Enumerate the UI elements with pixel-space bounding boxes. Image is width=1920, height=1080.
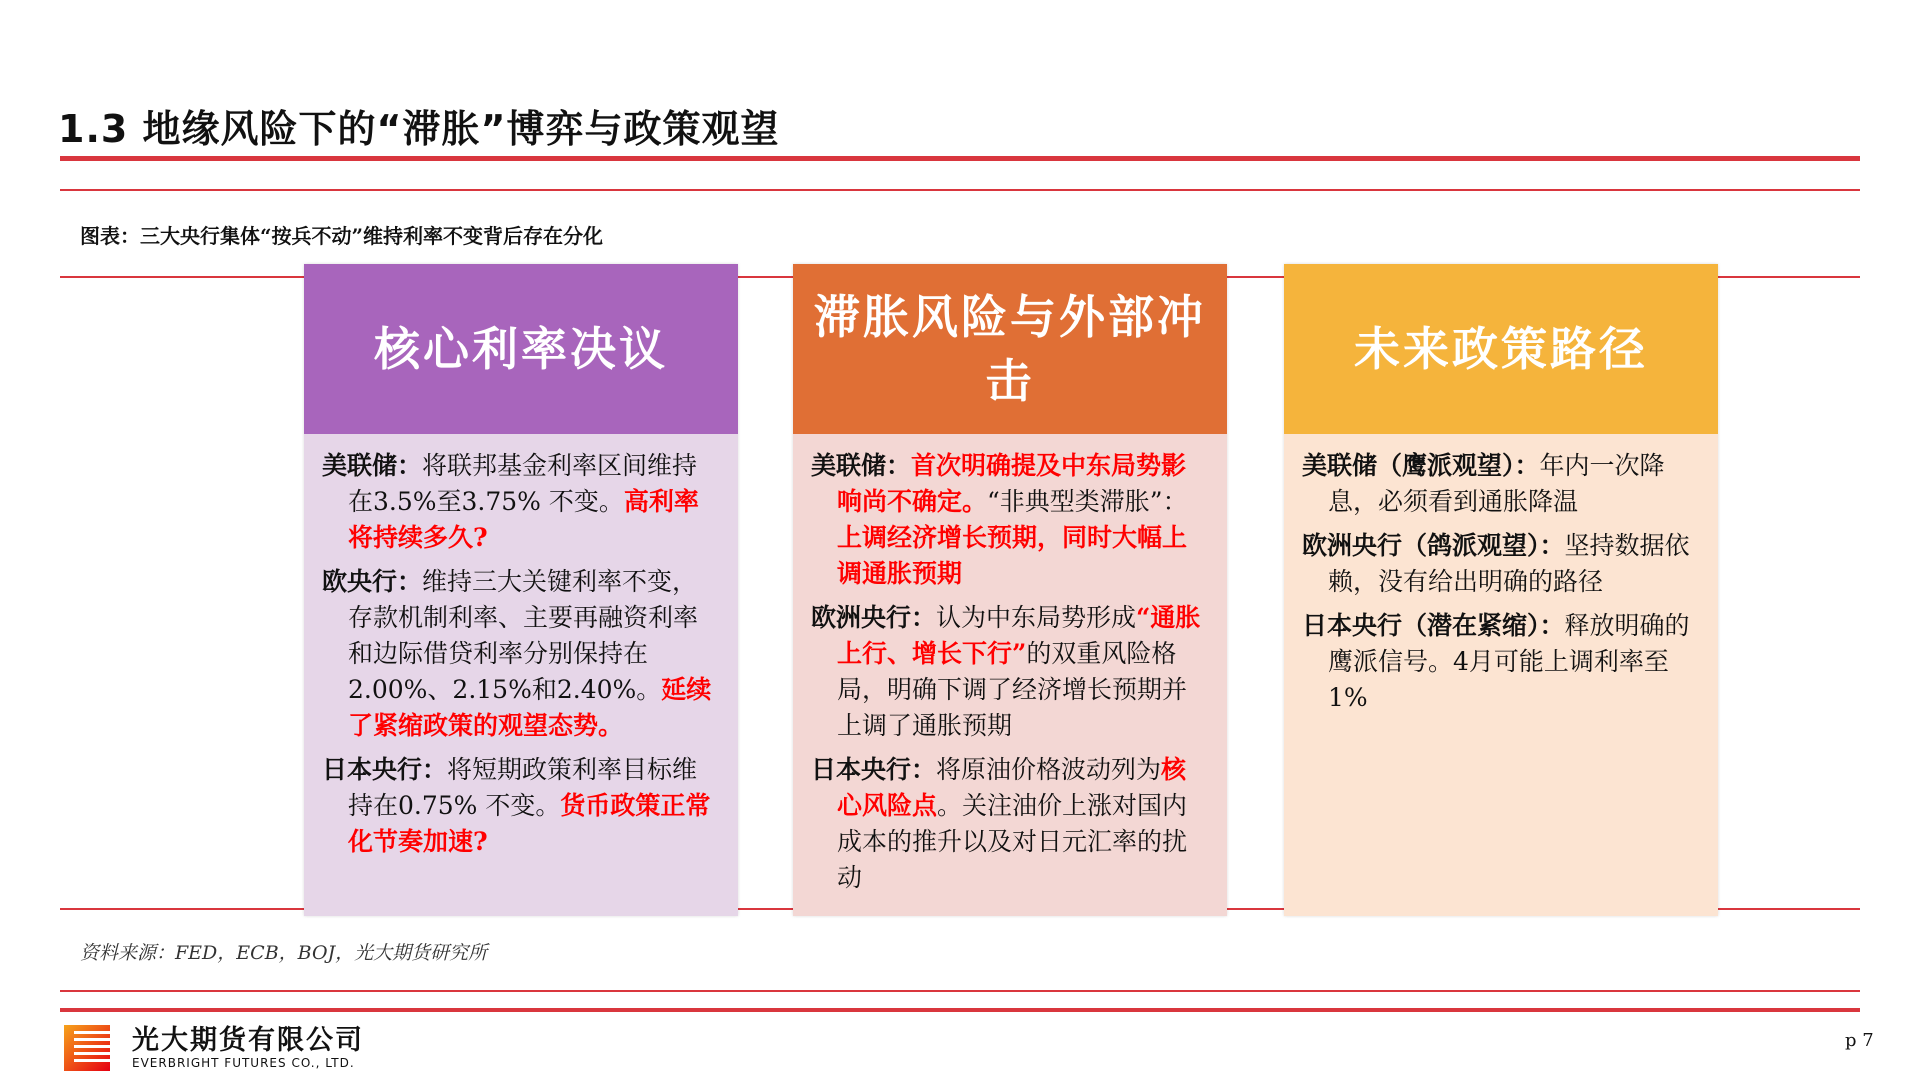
highlight-text: 首次明确提及中东局势影响尚不确定。 bbox=[837, 451, 1187, 516]
highlight-text: 延续了紧缩政策的观望态势。 bbox=[348, 675, 712, 740]
logo-mark-icon bbox=[64, 1025, 110, 1071]
card-paragraph bbox=[1302, 608, 1700, 716]
body-text: 将联邦基金利率区间维持在3.5%至3.75% 不变。 bbox=[348, 451, 698, 516]
bank-label: 欧洲央行（鸽派观望）： bbox=[1302, 531, 1565, 560]
bank-label: 美联储： bbox=[811, 451, 912, 480]
card-paragraph bbox=[322, 564, 720, 744]
card-body bbox=[793, 434, 1227, 916]
title-underline-thick bbox=[60, 156, 1860, 161]
card-title: 滞胀风险与外部冲击 bbox=[793, 264, 1227, 434]
bank-label: 日本央行（潜在紧缩）： bbox=[1302, 611, 1565, 640]
body-text: “非典型类滞胀”： bbox=[987, 487, 1188, 516]
bank-label: 日本央行： bbox=[322, 755, 448, 784]
card-body bbox=[1284, 434, 1718, 916]
highlight-text: 货币政策正常化节奏加速? bbox=[348, 791, 711, 856]
body-text: 。关注油价上涨对国内成本的推升以及对日元汇率的扰动 bbox=[837, 791, 1188, 892]
card-1 bbox=[304, 264, 738, 916]
card-paragraph bbox=[811, 752, 1209, 896]
company-logo bbox=[64, 1025, 364, 1071]
bank-label: 日本央行： bbox=[811, 755, 937, 784]
divider bbox=[60, 990, 1860, 992]
card-title: 未来政策路径 bbox=[1284, 264, 1718, 434]
highlight-text: 核心风险点 bbox=[837, 755, 1187, 820]
card-2 bbox=[793, 264, 1227, 916]
page-number: p 7 bbox=[1845, 1030, 1874, 1051]
bank-label: 欧洲央行： bbox=[811, 603, 937, 632]
company-name-en: EVERBRIGHT FUTURES CO., LTD. bbox=[132, 1056, 355, 1070]
divider bbox=[60, 189, 1860, 191]
body-text: 将短期政策利率目标维持在0.75% 不变。 bbox=[348, 755, 698, 820]
body-text: 坚持数据依赖，没有给出明确的路径 bbox=[1328, 531, 1690, 596]
card-paragraph bbox=[1302, 448, 1700, 520]
card-title: 核心利率决议 bbox=[304, 264, 738, 434]
page-title: 1.3 地缘风险下的“滞胀”博弈与政策观望 bbox=[58, 107, 780, 151]
card-paragraph bbox=[322, 752, 720, 860]
card-body bbox=[304, 434, 738, 916]
card-paragraph bbox=[1302, 528, 1700, 600]
body-text: 维持三大关键利率不变，存款机制利率、主要再融资利率和边际借贷利率分别保持在2.00%、2.15%和2.40%。 bbox=[348, 567, 699, 704]
footer-line-thick bbox=[60, 1008, 1860, 1012]
bank-label: 美联储（鹰派观望）： bbox=[1302, 451, 1540, 480]
highlight-text: 上调经济增长预期，同时大幅上调通胀预期 bbox=[837, 523, 1188, 588]
card-3 bbox=[1284, 264, 1718, 916]
source-note: 资料来源：FED，ECB，BOJ，光大期货研究所 bbox=[80, 942, 488, 964]
card-paragraph bbox=[322, 448, 720, 556]
body-text: 释放明确的鹰派信号。4月可能上调利率至1% bbox=[1328, 611, 1690, 712]
highlight-text: 高利率将持续多久? bbox=[348, 487, 699, 552]
highlight-text: “通胀上行、增长下行” bbox=[837, 603, 1201, 668]
bank-label: 欧央行： bbox=[322, 567, 423, 596]
bank-label: 美联储： bbox=[322, 451, 423, 480]
card-paragraph bbox=[811, 448, 1209, 592]
body-text: 认为中东局势形成 bbox=[936, 603, 1137, 632]
body-text: 将原油价格波动列为 bbox=[936, 755, 1162, 784]
figure-caption: 图表：三大央行集体“按兵不动”维持利率不变背后存在分化 bbox=[80, 224, 604, 248]
body-text: 年内一次降息，必须看到通胀降温 bbox=[1328, 451, 1665, 516]
company-name-cn: 光大期货有限公司 bbox=[132, 1025, 364, 1056]
card-paragraph bbox=[811, 600, 1209, 744]
body-text: 的双重风险格局，明确下调了经济增长预期并上调了通胀预期 bbox=[837, 639, 1188, 740]
